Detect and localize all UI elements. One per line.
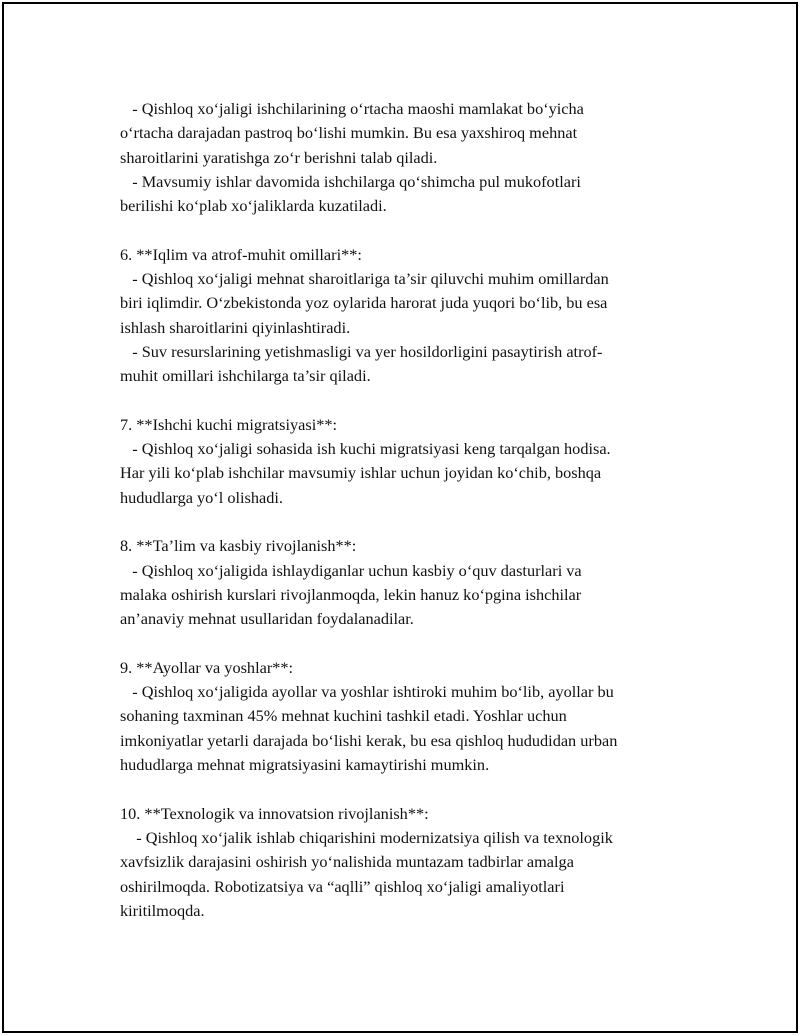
paragraph-gap xyxy=(120,218,700,242)
text-line: berilishi ko‘plab xo‘jaliklarda kuzatiladi. xyxy=(120,196,387,216)
paragraph-gap xyxy=(120,632,700,656)
page-border xyxy=(2,2,798,1033)
section-heading-10: 10. **Texnologik va innovatsion rivojlanish**: xyxy=(120,803,429,823)
paragraph-gap xyxy=(120,510,700,534)
text-line: hududlarga yo‘l olishadi. xyxy=(120,487,283,507)
text-line: - Qishloq xo‘jaligi ishchilarining o‘rtacha maoshi mamlakat bo‘yicha xyxy=(120,99,584,118)
text-line: o‘rtacha darajadan pastroq bo‘lishi mumkin. Bu esa yaxshiroq mehnat xyxy=(120,123,578,143)
section-heading-6: 6. **Iqlim va atrof-muhit omillari**: xyxy=(120,244,362,264)
text-line: - Mavsumiy ishlar davomida ishchilarga qo‘shimcha pul mukofotlari xyxy=(120,171,581,191)
text-line: - Qishloq xo‘jalik ishlab chiqarishini modernizatsiya qilish va texnologik xyxy=(120,827,613,847)
text-line: sharoitlarini yaratishga zo‘r berishni talab qiladi. xyxy=(120,147,438,167)
text-line: oshirilmoqda. Robotizatsiya va “aqlli” qishloq xo‘jaligi amaliyotlari xyxy=(120,876,565,896)
text-line: - Suv resurslarining yetishmasligi va yer hosildorligini pasaytirish atrof- xyxy=(120,341,603,361)
text-line: imkoniyatlar yetarli darajada bo‘lishi kerak, bu esa qishloq hududidan urban xyxy=(120,730,618,750)
text-line: biri iqlimdir. O‘zbekistonda yoz oylarida harorat juda yuqori bo‘lib, bu esa xyxy=(120,293,608,313)
text-line: - Qishloq xo‘jaligida ayollar va yoshlar ishtiroki muhim bo‘lib, ayollar bu xyxy=(120,682,614,702)
text-line: - Qishloq xo‘jaligi sohasida ish kuchi migratsiyasi keng tarqalgan hodisa. xyxy=(120,439,611,459)
text-line: muhit omillari ishchilarga ta’sir qiladi. xyxy=(120,366,371,386)
text-line: malaka oshirish kurslari rivojlanmoqda, lekin hanuz ko‘pgina ishchilar xyxy=(120,584,582,604)
section-heading-7: 7. **Ishchi kuchi migratsiyasi**: xyxy=(120,414,338,434)
section-heading-8: 8. **Ta’lim va kasbiy rivojlanish**: xyxy=(120,536,357,556)
text-line: kiritilmoqda. xyxy=(120,900,205,920)
paragraph-gap xyxy=(120,389,700,413)
paragraph-gap xyxy=(120,777,700,801)
text-line: xavfsizlik darajasini oshirish yo‘nalishida muntazam tadbirlar amalga xyxy=(120,852,574,872)
text-line: sohaning taxminan 45% mehnat kuchini tashkil etadi. Yoshlar uchun xyxy=(120,706,567,726)
text-line: Har yili ko‘plab ishchilar mavsumiy ishlar uchun joyidan ko‘chib, boshqa xyxy=(120,463,602,483)
text-line: hududlarga mehnat migratsiyasini kamaytirishi mumkin. xyxy=(120,755,490,775)
document-body xyxy=(120,97,700,923)
text-line: - Qishloq xo‘jaligida ishlaydiganlar uchun kasbiy o‘quv dasturlari va xyxy=(120,560,582,580)
text-line: an’anaviy mehnat usullaridan foydalanadilar. xyxy=(120,609,414,629)
text-line: - Qishloq xo‘jaligi mehnat sharoitlariga ta’sir qiluvchi muhim omillardan xyxy=(120,269,609,289)
text-line: ishlash sharoitlarini qiyinlashtiradi. xyxy=(120,317,351,337)
section-heading-9: 9. **Ayollar va yoshlar**: xyxy=(120,657,294,677)
